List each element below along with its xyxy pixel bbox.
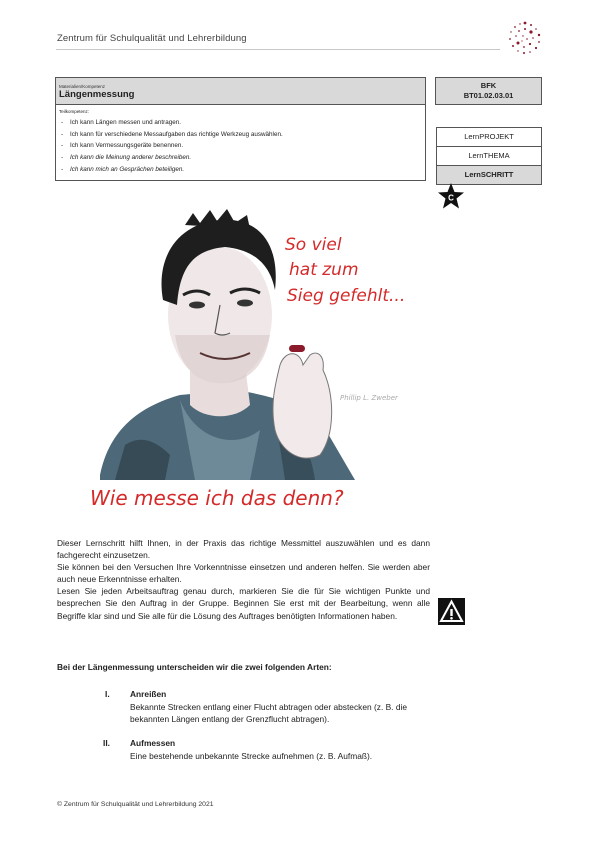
competence-box (55, 77, 426, 181)
intro-paragraph-3: Lesen Sie jeden Arbeitsauftrag genau durch, markieren Sie die für Sie wichtigen Punkte und besprechen Sie den Auftrag in der Gruppe. Beginnen Sie erst mit der Bearbeitung, wenn alle Begriffe klar sind und Sie alle für die Lösung des Auftrages benötigten Informationen haben. (57, 586, 430, 621)
competence-item: - Ich kann Längen messen und antragen. (61, 119, 181, 126)
svg-text:Sieg gefehlt...: Sieg gefehlt... (287, 286, 406, 306)
intro-text (57, 537, 430, 622)
competence-item: - Ich kann mich an Gesprächen beteiligen. (61, 165, 185, 173)
type-number: II. (103, 738, 110, 748)
header-title: Zentrum für Schulqualität und Lehrerbildung (57, 33, 247, 44)
nav-lernthema[interactable]: LernTHEMA (437, 147, 541, 166)
warning-triangle-icon (438, 598, 465, 625)
type-title: Anreißen (130, 689, 167, 699)
competence-item: - Ich kann die Meinung anderer beschreiben. (61, 154, 192, 162)
dotted-circle-logo-icon (507, 20, 543, 56)
type-description: Eine bestehende unbekannte Strecke aufnehmen (z. B. Aufmaß). (130, 751, 373, 761)
course-code-line1: BFK (480, 81, 497, 90)
svg-text:C: C (448, 193, 454, 203)
competence-item: - Ich kann für verschiedene Messaufgaben das richtige Werkzeug auswählen. (61, 130, 283, 138)
intro-paragraph-1: Dieser Lernschritt hilft Ihnen, in der Praxis das richtige Messmittel auszuwählen und es dann fachgerecht einzusetzen. (57, 538, 430, 561)
course-code-line2: BT01.02.03.01 (463, 91, 514, 100)
type-description: Bekannte Strecken entlang einer Flucht abtragen oder abstecken (z. B. die bekannten Längen entlang der Grenzflucht abtragen). (130, 702, 408, 725)
competence-item: - Ich kann Vermessungsgeräte benennen. (61, 142, 184, 150)
sub-competence-label: Teilkompetenz: (59, 109, 90, 114)
svg-text:Wie messe ich das denn?: Wie messe ich das denn? (90, 486, 344, 510)
svg-text:hat zum: hat zum (289, 260, 359, 280)
competence-list (56, 117, 425, 176)
header-divider (56, 49, 500, 50)
types-heading: Bei der Längenmessung unterscheiden wir die zwei folgenden Arten: (57, 662, 332, 672)
illustration-man-with-pill (85, 205, 435, 515)
competence-label: Materialien/Kompetenz (59, 84, 106, 89)
footer-copyright: © Zentrum für Schulqualität und Lehrerbildung 2021 (57, 801, 214, 808)
type-title: Aufmessen (130, 738, 176, 748)
competence-header (56, 78, 425, 105)
course-code-box (435, 77, 542, 105)
competence-title: Längenmessung (59, 89, 135, 100)
svg-text:Phillip L. Zweber: Phillip L. Zweber (340, 394, 398, 402)
svg-text:So viel: So viel (285, 235, 342, 255)
nav-lernschritt[interactable]: LernSCHRITT (437, 166, 541, 184)
star-c-icon (437, 182, 465, 210)
learning-level-nav (436, 127, 542, 185)
nav-lernprojekt[interactable]: LernPROJEKT (437, 128, 541, 147)
type-number: I. (105, 689, 110, 699)
intro-paragraph-2: Sie können bei den Versuchen Ihre Vorkenntnisse einsetzen und anderen helfen. Sie werden aber auch neue Erkenntnisse erhalten. (57, 562, 430, 585)
